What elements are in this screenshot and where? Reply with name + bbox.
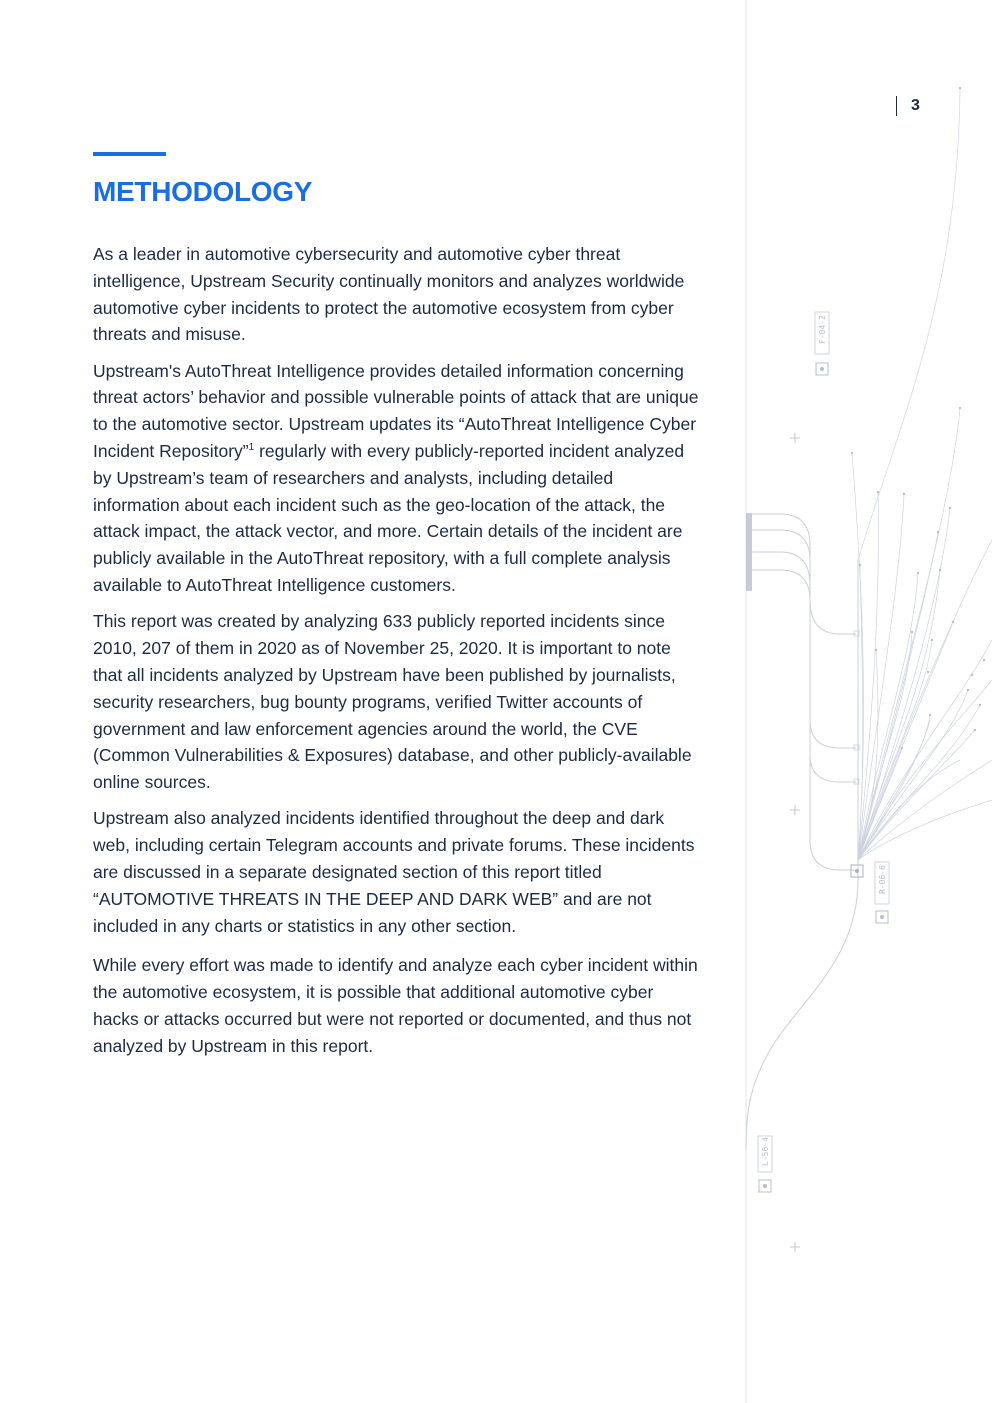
tag-label: R-06-6 xyxy=(878,865,887,894)
paragraph-autothreat xyxy=(93,358,703,599)
paragraph-dark-web xyxy=(93,805,703,939)
dark-web-section-title: “AUTOMOTIVE THREATS IN THE DEEP AND DARK WEB” xyxy=(93,888,559,909)
tag-f042 xyxy=(815,312,829,375)
body-text xyxy=(93,241,703,1069)
paragraph-report-scope: This report was created by analyzing 633 publicly reported incidents since 2010, 207 of them in 2020 as of November 25, 2020. It is important to note that all incidents analyzed by Upstream have been published by journalists, security researchers, bug bounty programs, verified Twitter accounts of government and law enforcement agencies around the world, the CVE (Common Vulnerabilities & Exposures) database, and other publicly-available online sources. xyxy=(93,611,692,793)
paragraph-dark-web-b: and are not included in any charts or statistics in any other section. xyxy=(93,888,652,936)
tag-l564 xyxy=(758,1136,772,1192)
tag-label: F-04-2 xyxy=(818,315,827,344)
fan-endpoints xyxy=(851,87,985,749)
paragraph-disclaimer: While every effort was made to identify and analyze each cyber incident within the automotive ecosystem, it is possible that additional automotive cyber hacks or attacks occurred but were not reported or documented, and thus not analyzed by Upstream in this report. xyxy=(93,955,698,1056)
title-accent-bar xyxy=(93,152,166,156)
page-number: 3 xyxy=(896,96,920,116)
page-title: METHODOLOGY xyxy=(93,176,313,207)
plus-marks xyxy=(790,433,800,1252)
tag-label: L-56-4 xyxy=(761,1137,770,1166)
tag-r066 xyxy=(875,862,889,923)
paragraph-autothreat-b: regularly with every publicly-reported incident analyzed by Upstream’s team of researchers and analysts, including detailed information about each incident such as the geo-location of the attack, the attack impact, the attack vector, and more. Certain details of the incident are publicly available in the AutoThreat repository, with a full complete analysis available to AutoThreat Intelligence customers. xyxy=(93,441,685,596)
footnote-marker: 1 xyxy=(248,442,255,454)
bracket-block xyxy=(746,513,752,591)
paragraph-intro: As a leader in automotive cybersecurity and automotive cyber threat intelligence, Upstream Security continually monitors and analyzes worldwide automotive cyber incidents to protect the automotive ecosystem from cyber threats and misuse. xyxy=(93,244,685,345)
paragraph-autothreat-a: Upstream's AutoThreat Intelligence provides detailed information concerning threat actors’ behavior and possible vulnerable points of attack that are unique to the automotive sector. Upstream updates its “AutoThreat Intelligence Cyber Incident Repository” xyxy=(93,360,699,462)
paragraph-dark-web-a: Upstream also analyzed incidents identified throughout the deep and dark web, including certain Telegram accounts and private forums. These incidents are discussed in a separate designated section of this report titled xyxy=(93,808,695,883)
fan-lines xyxy=(852,408,992,860)
